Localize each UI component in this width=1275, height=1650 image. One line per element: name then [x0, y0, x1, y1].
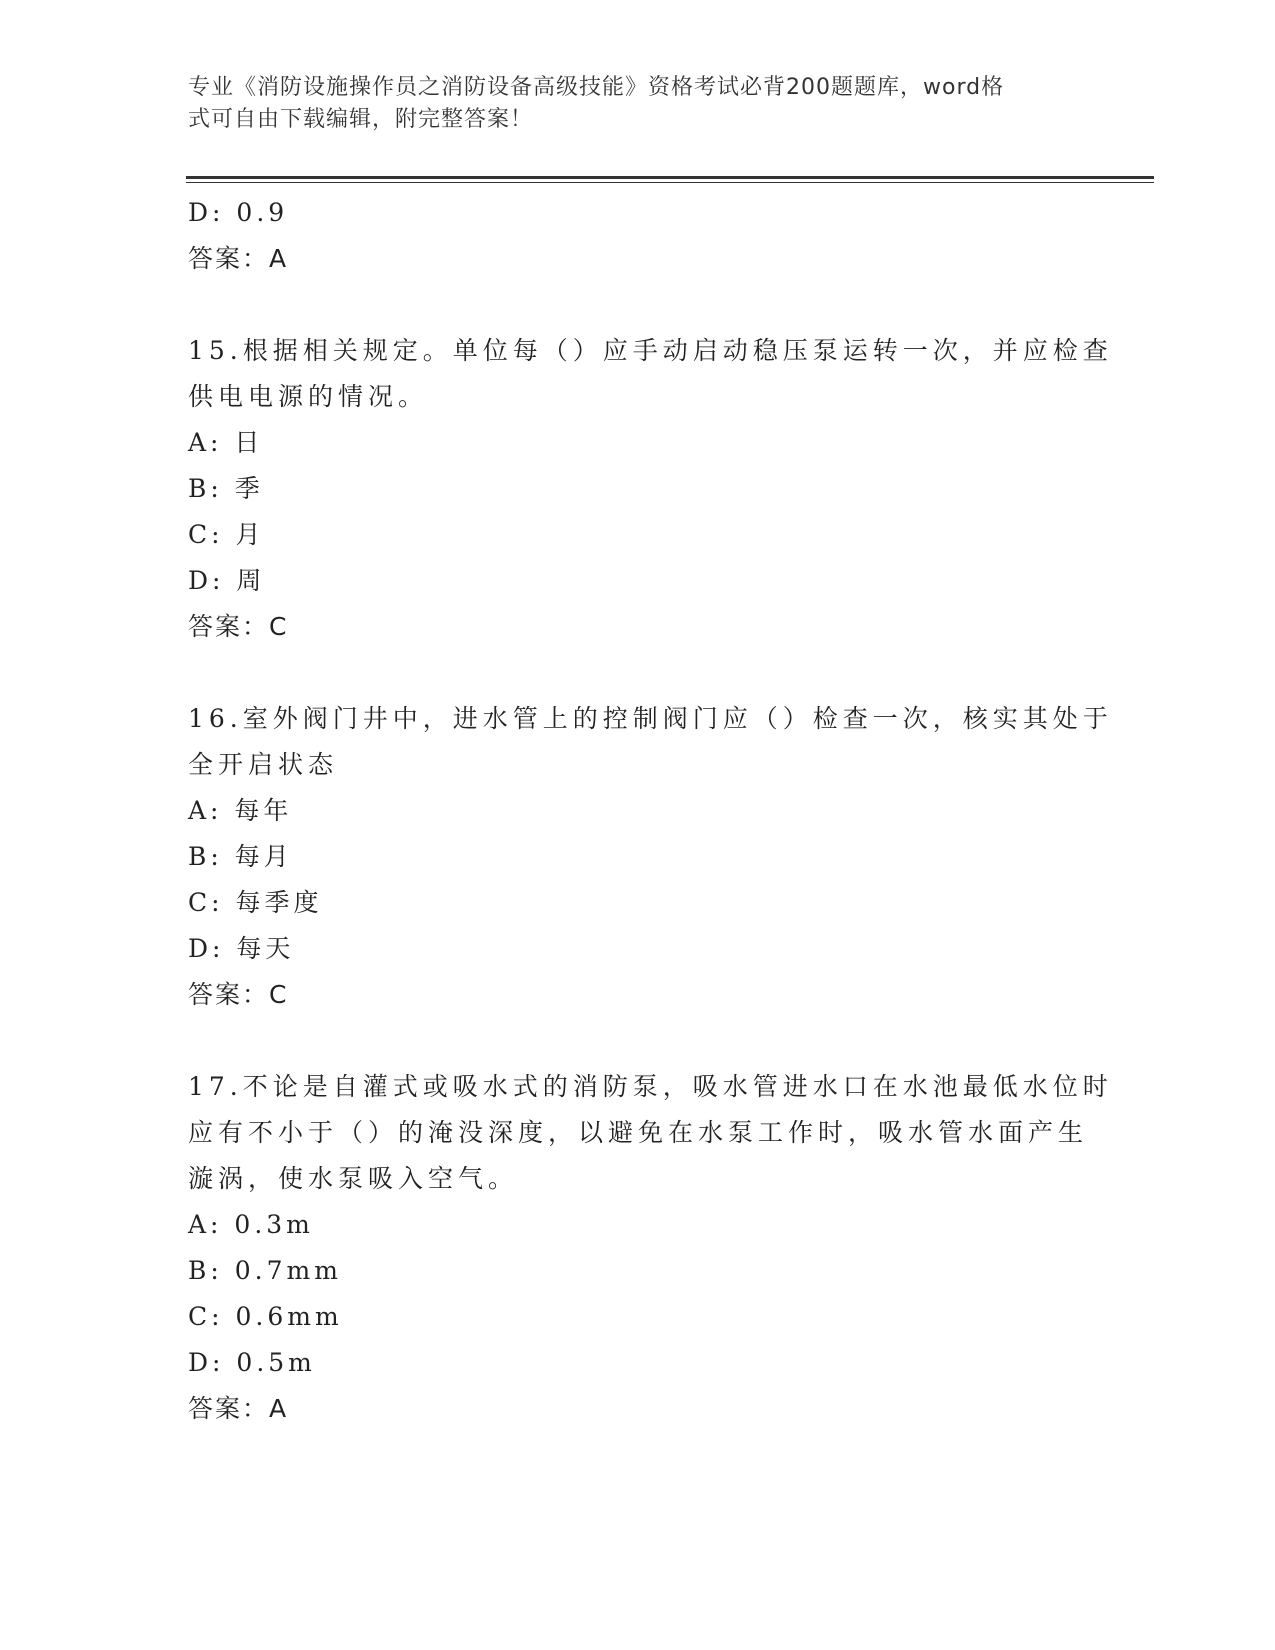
- header-divider-thin: [186, 182, 1154, 183]
- answer-line: 答案：C: [188, 980, 289, 1009]
- answer-line: 答案：A: [188, 244, 289, 273]
- question-stem: 应有不小于（）的淹没深度，以避免在水泵工作时，吸水管水面产生: [188, 1118, 1089, 1147]
- document-header: [188, 72, 1068, 136]
- option-d: D: 0.5m: [188, 1348, 316, 1377]
- question-stem: 15.根据相关规定。单位每（）应手动启动稳压泵运转一次，并应检查: [188, 336, 1113, 365]
- question-stem: 16.室外阀门井中，进水管上的控制阀门应（）检查一次，核实其处于: [188, 704, 1113, 733]
- option-d: D: 0.9: [188, 198, 289, 227]
- question-stem: 漩涡，使水泵吸入空气。: [188, 1164, 519, 1193]
- question-stem: 17.不论是自灌式或吸水式的消防泵，吸水管进水口在水池最低水位时: [188, 1072, 1113, 1101]
- header-line-1: 专业《消防设施操作员之消防设备高级技能》资格考试必背200题题库，word格: [188, 75, 1005, 100]
- header-line-2: 式可自由下载编辑，附完整答案！: [188, 107, 534, 132]
- question-17: [188, 1064, 1113, 1432]
- spacer: [188, 1018, 1088, 1064]
- option-a: A: 0.3m: [188, 1210, 314, 1239]
- option-c: C: 0.6mm: [188, 1302, 343, 1331]
- question-16: [188, 696, 1113, 1018]
- option-c: C: 每季度: [188, 888, 323, 917]
- answer-line: 答案：A: [188, 1394, 289, 1423]
- spacer: [188, 282, 1088, 328]
- answer-line: 答案：C: [188, 612, 289, 641]
- question-15: [188, 328, 1113, 650]
- option-b: B: 每月: [188, 842, 293, 871]
- option-d: D: 每天: [188, 934, 295, 963]
- option-a: A: 日: [188, 428, 264, 457]
- question-stem: 全开启状态: [188, 750, 339, 779]
- option-b: B: 季: [188, 474, 264, 503]
- spacer: [188, 650, 1088, 696]
- option-a: A: 每年: [188, 796, 293, 825]
- question-stem: 供电电源的情况。: [188, 382, 429, 411]
- question-list: [188, 190, 1113, 1432]
- option-c: C: 月: [188, 520, 265, 549]
- option-b: B: 0.7mm: [188, 1256, 342, 1285]
- option-d: D: 周: [188, 566, 266, 595]
- header-divider: [186, 176, 1154, 179]
